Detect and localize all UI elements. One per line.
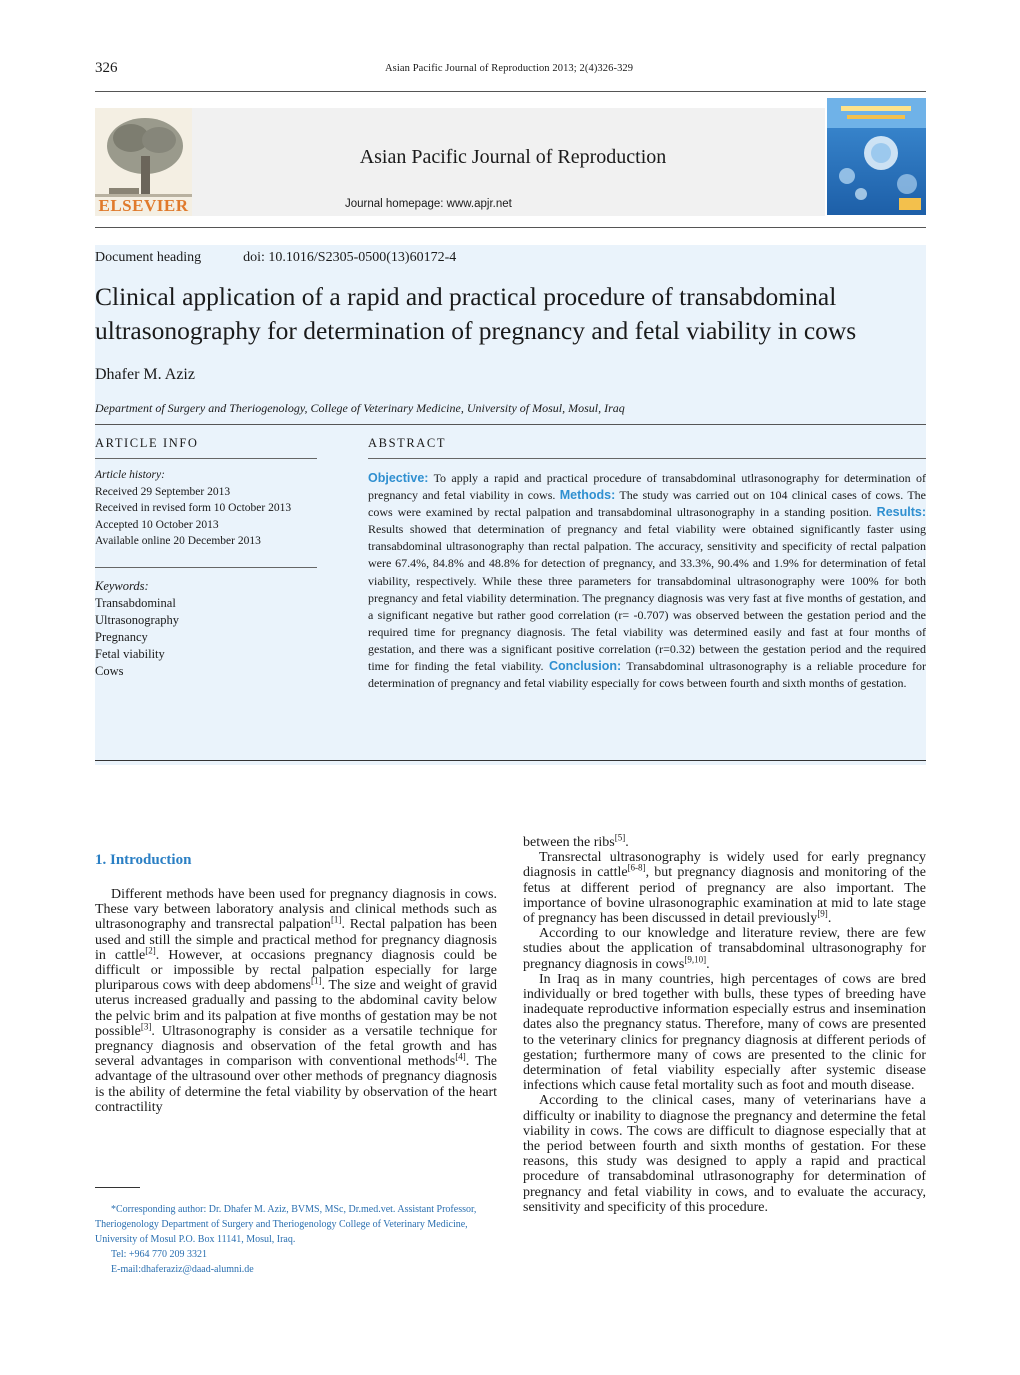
- conclusion-text: Transabdominal ultrasonography is a reliable procedure for determination of pregnancy and fetal viability especially for cows between fourth and sixth months of gestation.: [368, 659, 926, 691]
- keyword-item: Fetal viability: [95, 647, 165, 661]
- text-run: . The size and weight of gravid uterus increased gradually and passing to the abdominal cavity below the pelvic brim and its palpation at five months of gestation may be not possible: [95, 978, 497, 1039]
- methods-label: Methods:: [559, 488, 616, 503]
- citation[interactable]: [4]: [455, 1051, 466, 1062]
- corresponding-author-footnote: [95, 1202, 497, 1277]
- intro-paragraph-2: [523, 850, 926, 926]
- objective-label: Objective:: [368, 471, 429, 485]
- journal-title: Asian Pacific Journal of Reproduction: [359, 146, 667, 168]
- journal-homepage[interactable]: Journal homepage: www.apjr.net: [345, 198, 512, 210]
- footnote-author: *Corresponding author: Dr. Dhafer M. Aziz, BVMS, MSc, Dr.med.vet. Assistant Professor, Theriogenology Department of Surgery and Theriogenology College of Veterinary Medicine, University of Mosul P.O. Box 11141, Mosul, Iraq.: [95, 1204, 477, 1245]
- running-head: Asian Pacific Journal of Reproduction 2013; 2(4)326-329: [385, 63, 634, 74]
- abstract-text: [368, 470, 926, 692]
- results-label: Results:: [876, 505, 926, 520]
- paragraph-continuation: [523, 832, 926, 850]
- affiliation-rule: [95, 424, 926, 425]
- keyword-item: Transabdominal: [95, 596, 176, 610]
- history-rule: [95, 567, 317, 568]
- conclusion-label: Conclusion:: [548, 659, 622, 674]
- body-right-column: [523, 832, 926, 1215]
- intro-paragraph-3: [523, 926, 926, 972]
- history-accepted: Accepted 10 October 2013: [95, 518, 219, 531]
- journal-cover-image: [827, 98, 926, 215]
- intro-paragraph-4: In Iraq as in many countries, high percentages of cows are bred individually or bred together with bulls, these types of breeding have inadequate reproductive information especially estrus and insemination dates also the pregnancy status. Therefore, many of cows are presented to the veterinary clinics for pregnancy diagnosis at different periods of gestation; furthermore many of cows are presented to the clinic for determination of fetal viability especially after systemic disease infections which cause fetal mortality such as foot and mouth disease.: [523, 971, 926, 1094]
- author-name: Dhafer M. Aziz: [95, 366, 195, 383]
- text-run: Different methods have been used for pregnancy diagnosis in cows. These vary between laboratory analysis and clinical methods such as ultrasonography and transrectal palpation: [95, 887, 497, 933]
- footnote-rule: [95, 1187, 140, 1188]
- text-run: . However, at occasions pregnancy diagnosis could be difficult or impossible by rectal palpation especially for large pluriparous cows with deep abdomens: [95, 947, 497, 994]
- history-revised: Received in revised form 10 October 2013: [95, 502, 292, 514]
- keywords-label: Keywords:: [95, 579, 149, 593]
- elsevier-wordmark: ELSEVIER: [98, 196, 189, 215]
- article-info-heading: ARTICLE INFO: [95, 436, 199, 450]
- abstract-heading: ABSTRACT: [368, 436, 447, 450]
- abstract-bottom-rule: [95, 760, 926, 761]
- citation[interactable]: [1]: [330, 914, 342, 925]
- affiliation: Department of Surgery and Theriogenology, College of Veterinary Medicine, University of Mosul, Mosul, Iraq: [95, 401, 625, 415]
- text-run: According to our knowledge and literature review, there are few studies about the application of transabdominal ultrasonography for pregnancy diagnosis in cows: [523, 926, 926, 972]
- text-run: . The advantage of the ultrasound over other methods of pregnancy diagnosis is the ability of determine the fetal viability by observation of the heart contractility: [95, 1054, 498, 1115]
- keyword-item: Ultrasonography: [95, 613, 180, 627]
- text-run: between the ribs: [523, 835, 615, 850]
- citation[interactable]: [1]: [310, 975, 322, 986]
- text-run: .: [827, 911, 832, 927]
- page-number: 326: [95, 60, 118, 76]
- intro-paragraph-5: According to the clinical cases, many of veterinarians have a difficulty or inability to diagnose the pregnancy and determine the fetal viability in cows. The cows are difficult to diagnose especially that at the period between fourth and sixth months of gestation. For these reasons, this study was designed to apply a rapid and practical procedure of transabdominal utlrasonography for determination of pregnancy and fetal viability in cows, and to evaluate the accuracy, sensitivity and specificity of this procedure.: [523, 1093, 926, 1215]
- text-run: .: [706, 956, 710, 972]
- results-text: Results showed that determination of pregnancy and fetal viability were obtained significantly faster using transabdominal ultrasonography than rectal palpation. The accuracy, sensitivity and specificity of rectal palpation were 67.4%, 84.8% and 48.8% for detection of pregnancy, and 33.3%, 90.4% and 1.9% for determination of fetal viability, respectively. While these three parameters for transabdominal ultrasonography were 100% for both pregnancy and fetal viability determination. The pregnancy diagnosis was very fast at five months of gestation, and a significant negative but rather good correlation (r= -0.707) was observed between the gestation period and the required time for pregnancy diagnosis. The fetal viability was determined easily and fast at four months of gestation, and there was a significant positive correlation (r=0.32) between the gestation period and the required time for finding the fetal viability.: [368, 522, 926, 674]
- text-run: . Rectal palpation has been used and still the simple and practical method for pregnancy diagnosis in cattle: [95, 917, 497, 963]
- citation[interactable]: [3]: [140, 1021, 152, 1032]
- keyword-item: Pregnancy: [95, 630, 148, 644]
- banner-rule: [95, 227, 926, 228]
- doi[interactable]: doi: 10.1016/S2305-0500(13)60172-4: [243, 250, 457, 265]
- citation[interactable]: [9]: [817, 908, 828, 919]
- paper-title: Clinical application of a rapid and practical procedure of transabdominal ultrasonography for determination of pregnancy and fetal viability in cows: [95, 282, 857, 345]
- history-received: Received 29 September 2013: [95, 485, 231, 498]
- methods-text: The study was carried out on 104 clinical cases of cows. The cows were examined by rectal palpation and transabdominal ultrasonography in a standing position.: [368, 488, 927, 520]
- history-label: Article history:: [95, 469, 165, 481]
- document-heading: Document heading: [95, 250, 202, 265]
- text-run: Transrectal ultrasonography is widely used for early pregnancy diagnosis in cattle: [523, 850, 926, 881]
- footnote-tel: Tel: +964 770 209 3321: [111, 1249, 208, 1260]
- citation[interactable]: [9,10]: [684, 953, 707, 964]
- body-left-column: [95, 887, 497, 1115]
- article-info-rule: [95, 458, 317, 459]
- section-heading-introduction: 1. Introduction: [95, 852, 192, 868]
- citation[interactable]: [5]: [614, 832, 626, 843]
- document-heading-line: [95, 250, 456, 266]
- abstract-rule: [368, 458, 926, 459]
- keywords-list: [95, 578, 179, 680]
- header-rule: [95, 91, 926, 92]
- article-history: [95, 467, 291, 550]
- intro-paragraph-1: [95, 887, 497, 1115]
- keyword-item: Cows: [95, 664, 124, 678]
- citation[interactable]: [6-8]: [627, 862, 646, 873]
- text-run: , but pregnancy diagnosis and monitoring of the fetus at different period of pregnancy are also important. The importance of bovine ulrasonographic examination at mid to late stage of pregnancy has been discussed in detail previously: [523, 865, 926, 927]
- citation[interactable]: [2]: [145, 945, 156, 956]
- objective-text: To apply a rapid and practical procedure of transabdominal utlrasonography for determination of pregnancy and fetal viability in cows.: [368, 471, 926, 503]
- text-run: .: [625, 835, 629, 850]
- footnote-email[interactable]: E-mail:dhaferaziz@daad-alumni.de: [111, 1264, 254, 1275]
- history-online: Available online 20 December 2013: [95, 535, 261, 547]
- journal-cover-icon: [827, 98, 926, 215]
- text-run: . Ultrasonography is consider as a versatile technique for pregnancy diagnosis and observation of the fetal growth and has several advantages in comparison with conventional methods: [95, 1023, 497, 1070]
